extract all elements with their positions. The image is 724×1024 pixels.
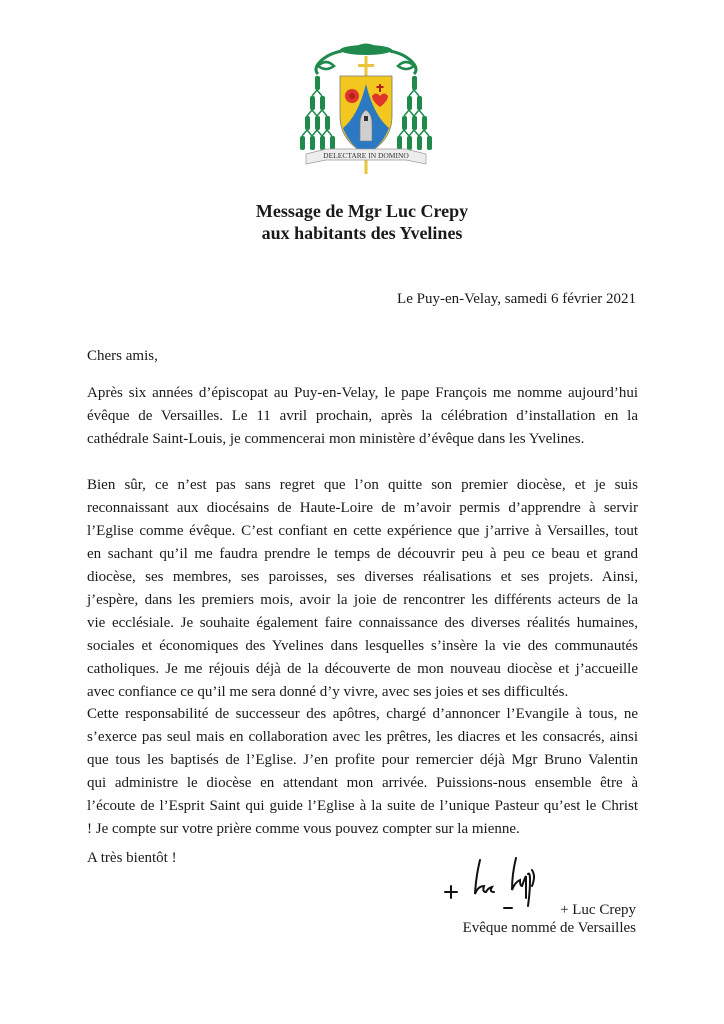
coat-of-arms-icon xyxy=(296,36,436,176)
paragraph-2 xyxy=(87,474,638,704)
paragraph-line: ! Je compte sur votre prière comme vous pouvez compter sur la mienne. xyxy=(87,821,520,837)
paragraph-line: vie ecclésiale. Je souhaite également faire connaissance des diverses réalités humaines, xyxy=(87,615,638,631)
crest-motto: DELECTARE IN DOMINO xyxy=(323,151,409,160)
paragraph-1 xyxy=(87,382,638,451)
title-line-1: Message de Mgr Luc Crepy xyxy=(255,201,469,221)
greeting: Chers amis, xyxy=(87,348,158,364)
signature-role: Evêque nommé de Versailles xyxy=(462,920,636,936)
paragraph-line: Cette responsabilité de successeur des apôtres, chargé d’annoncer l’Evangile à tous, ne xyxy=(87,706,638,722)
paragraph-3 xyxy=(87,703,638,841)
paragraph-line: diocèse, ses membres, ses paroisses, ses diverses réalisations et ses projets. Ainsi, xyxy=(87,569,638,585)
date-line: Le Puy-en-Velay, samedi 6 février 2021 xyxy=(397,291,636,307)
handwritten-signature-icon xyxy=(440,856,550,916)
paragraph-line: l’Eglise comme évêque. C’est confiant en cette expérience que j’arrive à Versailles, tout xyxy=(87,523,638,539)
closing-line: A très bientôt ! xyxy=(87,850,177,866)
paragraph-line: j’espère, dans les premiers mois, avoir la joie de rencontrer les différents acteurs de la xyxy=(87,592,638,608)
paragraph-line: l’écoute de l’Esprit Saint qui guide l’Eglise à la suite de l’unique Pasteur qu’est le Christ xyxy=(87,798,638,814)
paragraph-line: Après six années d’épiscopat au Puy-en-Velay, le pape François me nomme aujourd’hui xyxy=(87,385,638,401)
paragraph-line: que tous les baptisés de l’Eglise. J’en profite pour remercier déjà Mgr Bruno Valentin xyxy=(87,752,638,768)
paragraph-line: sociales et économiques des Yvelines dans lesquelles s’insère la vie des communautés xyxy=(87,638,638,654)
paragraph-line: cathédrale Saint-Louis, je commencerai mon ministère d’évêque dans les Yvelines. xyxy=(87,431,585,447)
signature-name: + Luc Crepy xyxy=(560,902,636,918)
paragraph-line: catholiques. Je me réjouis déjà de la découverte de mon nouveau diocèse et j’accueille xyxy=(87,661,638,677)
paragraph-line: qui administre le diocèse en attendant mon arrivée. Puissions-nous ensemble être à xyxy=(87,775,638,791)
paragraph-line: avec confiance ce qu’il me sera donné d’y vivre, avec ses joies et ses difficultés. xyxy=(87,684,569,700)
paragraph-line: s’exerce pas seul mais en collaboration avec les prêtres, les diacres et les consacrés, ainsi xyxy=(87,729,638,745)
paragraph-line: en sachant qu’il me faudra prendre le temps de découvrir peu à peu ce beau et grand xyxy=(87,546,638,562)
paragraph-line: évêque de Versailles. Le 11 avril prochain, après la célébration d’installation en la xyxy=(87,408,638,424)
paragraph-line: reconnaissant aux diocésains de Haute-Loire de m’avoir permis d’apprendre à servir xyxy=(87,500,638,516)
page-title xyxy=(0,200,724,244)
title-line-2: aux habitants des Yvelines xyxy=(261,223,463,243)
paragraph-line: Bien sûr, ce n’est pas sans regret que l’on quitte son premier diocèse, et je suis xyxy=(87,477,638,493)
